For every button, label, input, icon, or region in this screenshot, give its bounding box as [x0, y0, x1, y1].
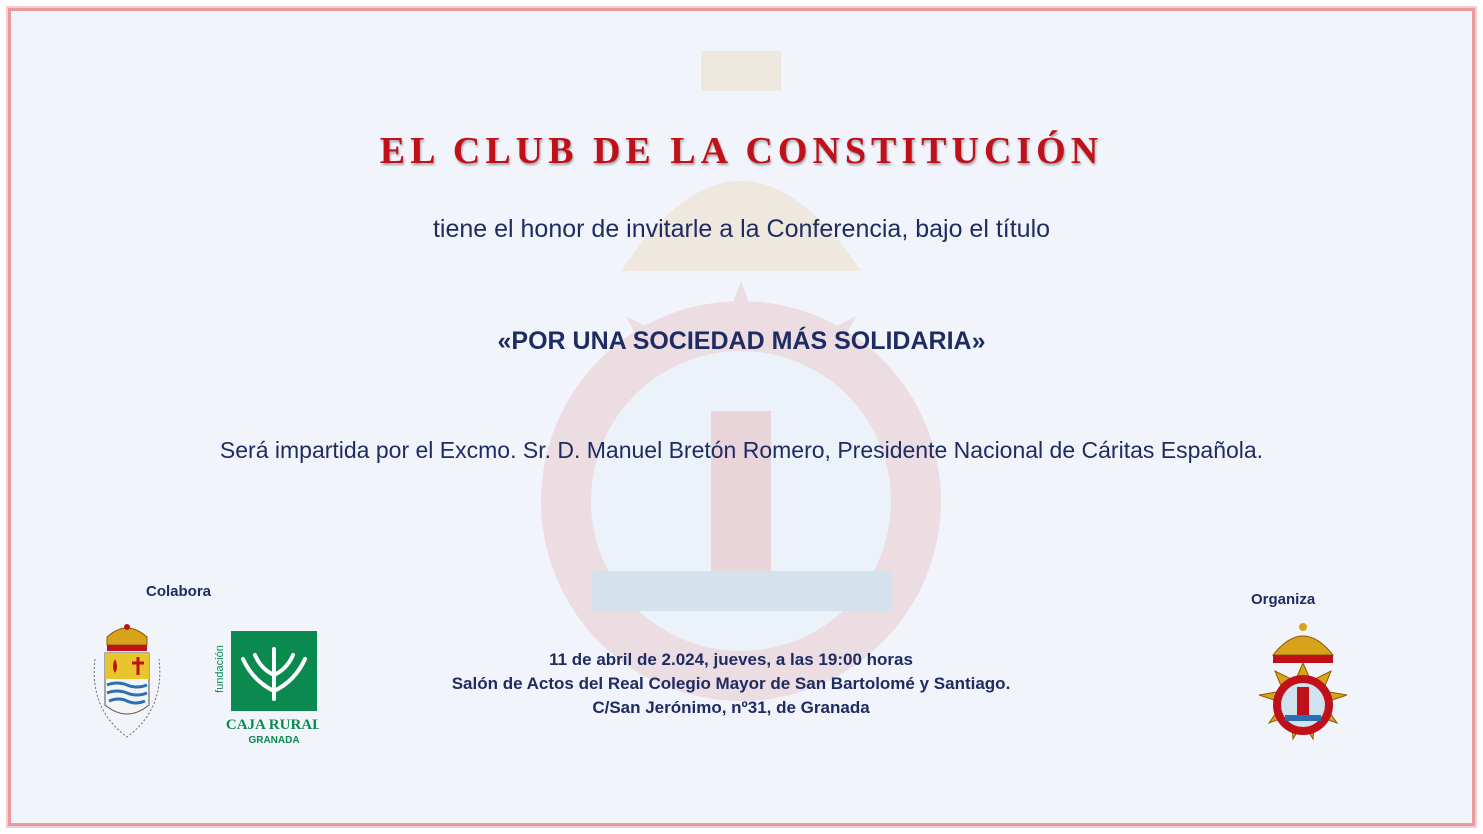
colabora-label: Colabora [146, 583, 212, 600]
page-title: EL CLUB DE LA CONSTITUCIÓN [379, 130, 1104, 172]
event-details [311, 648, 1151, 720]
caja-rural-logo [203, 629, 319, 749]
event-venue: Salón de Actos del Real Colegio Mayor de San Bartolomé y Santiago. [451, 674, 1011, 693]
invitation-card [8, 8, 1475, 826]
organiza-label: Organiza [1251, 591, 1316, 608]
caja-fundacion-text: fundación [214, 645, 226, 693]
speaker-text: Será impartida por el Excmo. Sr. D. Manuel Bretón Romero, Presidente Nacional de Cáritas Española. [219, 437, 1264, 463]
club-badge-icon [1251, 615, 1355, 761]
college-crest-icon [81, 619, 173, 749]
wheat-logo-icon [203, 629, 319, 749]
event-date: 11 de abril de 2.024, jueves, a las 19:00 horas [549, 650, 913, 669]
intro-text: tiene el honor de invitarle a la Conferencia, bajo el título [432, 215, 1051, 243]
conference-title: «POR UNA SOCIEDAD MÁS SOLIDARIA» [497, 327, 986, 355]
caja-city-text: GRANADA [248, 735, 300, 746]
event-address: C/San Jerónimo, nº31, de Granada [592, 698, 870, 717]
caja-name-text: CAJA RURAL [225, 717, 319, 733]
